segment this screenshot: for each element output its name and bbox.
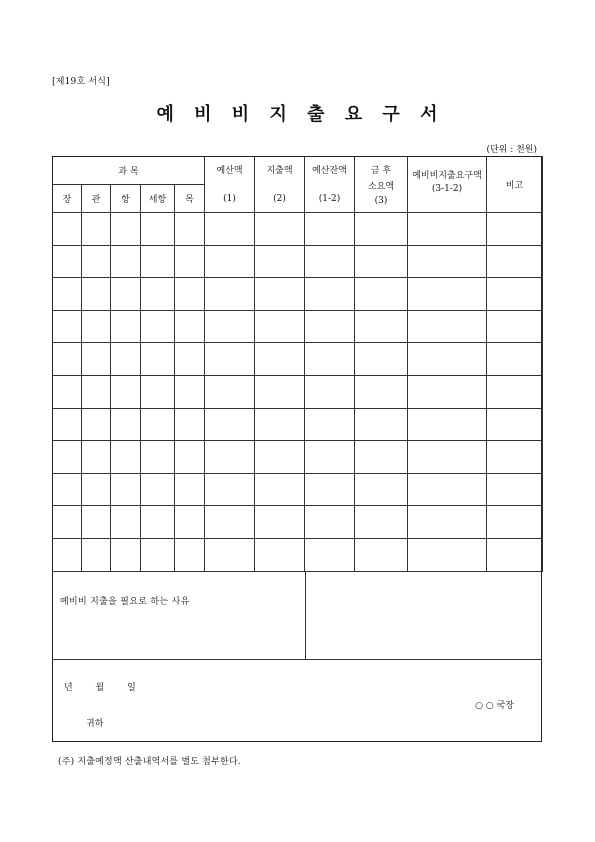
form-number: [제19호 서식] <box>52 77 110 87</box>
header-future-line2: 소요액 <box>367 182 395 192</box>
header-future-code: (3) <box>374 196 388 206</box>
header-balance-code: (1-2) <box>318 194 341 204</box>
header-mok: 목 <box>175 185 205 213</box>
official-title: ○ ○ 국장 <box>475 701 514 711</box>
header-budget-label: 예산액 <box>216 166 243 176</box>
reason-section <box>52 571 542 660</box>
header-gwan: 관 <box>82 185 111 213</box>
reason-label: 예비비 지출을 필요로 하는 사유 <box>60 597 190 607</box>
date-line: 년 월 일 <box>64 683 136 693</box>
recipient-label: 귀하 <box>86 719 104 729</box>
header-request-label: 예비비지출요구액 <box>412 170 482 181</box>
header-jang: 장 <box>53 185 82 213</box>
header-expenditure-code: (2) <box>273 194 286 204</box>
header-sehang: 세항 <box>141 185 175 213</box>
unit-label: (단위 : 천원) <box>486 145 537 155</box>
header-balance-label: 예산잔액 <box>312 166 347 176</box>
header-expenditure-label: 지출액 <box>266 166 293 176</box>
form-title: 예 비 비 지 출 요 구 서 <box>156 104 439 125</box>
reason-divider <box>305 572 306 660</box>
header-request-code: (3-1-2) <box>431 183 463 194</box>
footnote: (주) 지출예정액 산출내역서를 별도 첨부한다. <box>58 757 241 767</box>
header-hang: 항 <box>111 185 141 213</box>
header-budget-code: (1) <box>223 194 236 204</box>
header-gwamok: 과 목 <box>53 157 205 185</box>
header-future-line1: 금 후 <box>370 166 392 176</box>
header-remarks: 비고 <box>487 157 543 213</box>
signature-section <box>52 659 542 743</box>
